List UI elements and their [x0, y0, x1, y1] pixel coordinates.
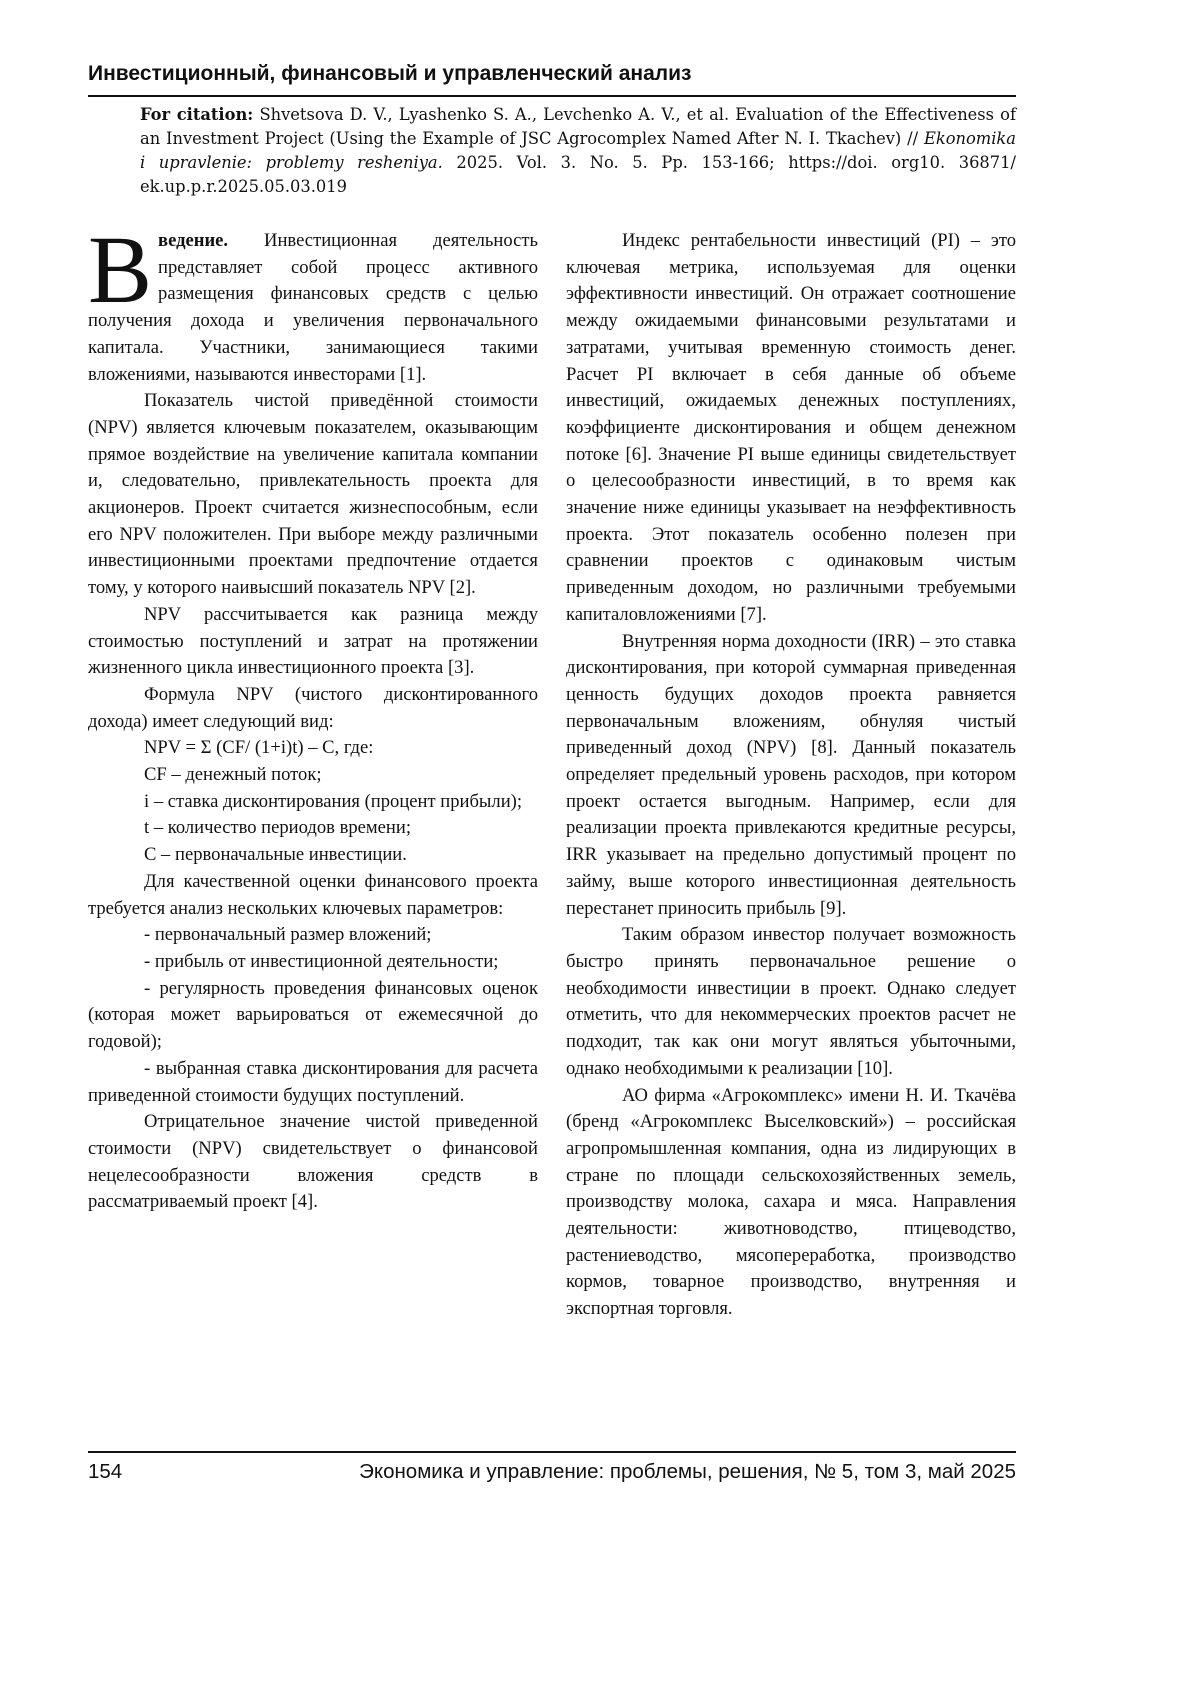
journal-info: Экономика и управление: проблемы, решения, № 5, том 3, май 2025 [359, 1460, 1016, 1484]
formula-term: CF – денежный поток; [88, 762, 538, 789]
citation-block [140, 103, 1016, 199]
right-column [566, 228, 1016, 1323]
citation-journal: Ekonomika i upravlenie: problemy resheniya. [140, 129, 1016, 172]
citation-text: Shvetsova D. V., Lyashenko S. A., Levchenko A. V., et al. Evaluation of the Effectiveness of an Investment Project (Using the Example of JSC Agrocomplex Named After N. I. Tkachev) // [140, 105, 1016, 148]
page-number: 154 [88, 1460, 122, 1484]
section-title: Инвестиционный, финансовый и управленческий анализ [88, 62, 1016, 86]
paragraph: Индекс рентабельности инвестиций (PI) – это ключевая метрика, используемая для оценки эффективности инвестиций. Он отражает соотношение между ожидаемыми финансовыми результатами и затратами, учитывая временную стоимость денег. Расчет PI включает в себя данные об объеме инвестиций, ожидаемых денежных поступлениях, коэффициенте дисконтирования и общем денежном потоке [6]. Значение PI выше единицы свидетельствует о целесообразности инвестиций, в то время как значение ниже единицы указывает на неэффективность проекта. Этот показатель особенно полезен при сравнении проектов с одинаковым чистым приведенным доходом, но различными требуемыми капиталовложениями [7]. [566, 228, 1016, 629]
formula-term: t – количество периодов времени; [88, 815, 538, 842]
paragraph: Для качественной оценки финансового проекта требуется анализ нескольких ключевых параметров: [88, 869, 538, 922]
paragraph: NPV рассчитывается как разница между стоимостью поступлений и затрат на протяжении жизненного цикла инвестиционного проекта [3]. [88, 602, 538, 682]
formula-term: C – первоначальные инвестиции. [88, 842, 538, 869]
citation-label: For citation: [140, 105, 253, 124]
paragraph: Формула NPV (чистого дисконтированного дохода) имеет следующий вид: [88, 682, 538, 735]
paragraph: Отрицательное значение чистой приведенной стоимости (NPV) свидетельствует о финансовой нецелесообразности вложения средств в рассматриваемый проект [4]. [88, 1109, 538, 1216]
citation-details: 2025. Vol. 3. No. 5. Pp. 153-166; https://doi. org10. 36871/ ek.up.p.r.2025.05.03.019 [140, 153, 1016, 196]
list-item: - первоначальный размер вложений; [88, 922, 538, 949]
list-item: - выбранная ставка дисконтирования для расчета приведенной стоимости будущих поступлений. [88, 1056, 538, 1109]
header-rule [88, 95, 1016, 97]
list-item: - прибыль от инвестиционной деятельности; [88, 949, 538, 976]
formula-term: i – ставка дисконтирования (процент прибыли); [88, 789, 538, 816]
left-column [88, 228, 538, 1216]
page-footer [88, 1460, 1016, 1484]
paragraph: Таким образом инвестор получает возможность быстро принять первоначальное решение о необходимости инвестиции в проект. Однако следует отметить, что для некоммерческих проектов расчет не подходит, так как они могут являться убыточными, однако необходимыми к реализации [10]. [566, 922, 1016, 1082]
footer-rule [88, 1451, 1016, 1453]
intro-text: Инвестиционная деятельность представляет собой процесс активного размещения финансовых средств с целью получения дохода и увеличения первоначального капитала. Участники, занимающиеся такими вложениями, называются инвесторами [1]. [88, 230, 538, 385]
list-item: - регулярность проведения финансовых оценок (которая может варьироваться от ежемесячной до годовой); [88, 976, 538, 1056]
drop-cap: В [88, 234, 152, 306]
paragraph: АО фирма «Агрокомплекс» имени Н. И. Ткачёва (бренд «Агрокомплекс Выселковский») – российская агропромышленная компания, одна из лидирующих в стране по площади сельскохозяйственных земель, производству молока, сахара и мяса. Направления деятельности: животноводство, птицеводство, растениеводство, мясопереработка, производство кормов, товарное производство, внутренняя и экспортная торговля. [566, 1083, 1016, 1323]
paragraph: Внутренняя норма доходности (IRR) – это ставка дисконтирования, при которой суммарная приведенная ценность будущих доходов проекта равняется первоначальным вложениям, обнуляя чистый приведенный доход (NPV) [8]. Данный показатель определяет предельный уровень расходов, при котором проект остается выгодным. Например, если для реализации проекта привлекаются кредитные ресурсы, IRR указывает на предельно допустимый процент по займу, выше которого инвестиционная деятельность перестанет приносить прибыль [9]. [566, 629, 1016, 923]
intro-paragraph [88, 228, 538, 388]
intro-heading: ведение. [158, 230, 228, 251]
paragraph: Показатель чистой приведённой стоимости (NPV) является ключевым показателем, оказывающим прямое воздействие на увеличение капитала компании и, следовательно, привлекательность проекта для акционеров. Проект считается жизнеспособным, если его NPV положителен. При выборе между различными инвестиционными проектами предпочтение отдается тому, у которого наивысший показатель NPV [2]. [88, 388, 538, 602]
formula: NPV = Σ (CF/ (1+i)t) – C, где: [88, 735, 538, 762]
